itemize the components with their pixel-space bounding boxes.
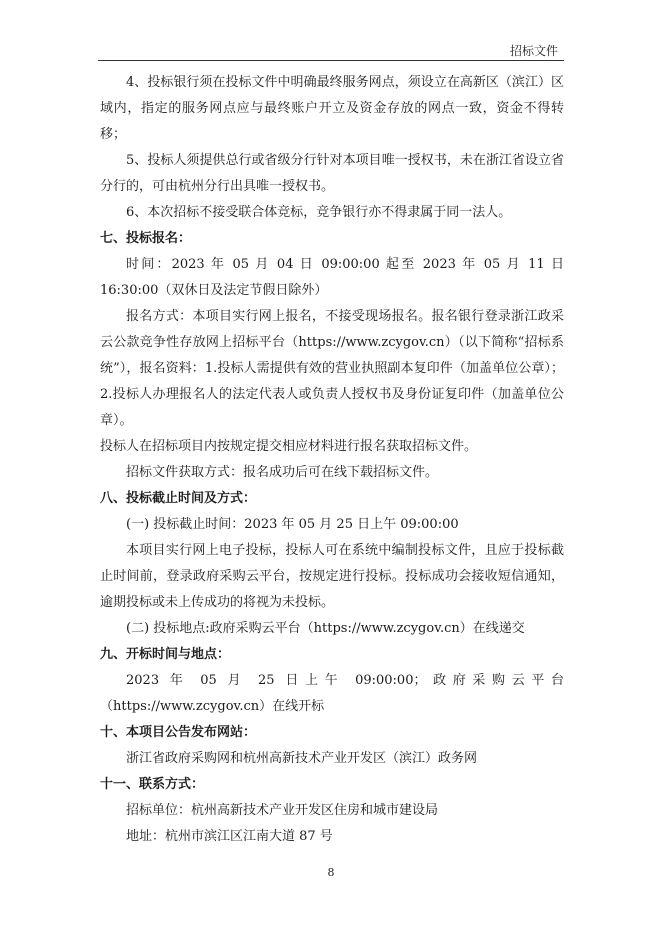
online-bidding-description: 本项目实行网上电子投标，投标人可在系统中编制投标文件，且应于投标截止时间前，登录政府采购云平台，按规定进行投标。投标成功会接收短信通知，逾期投标或未上传成功的将视为未投标。 bbox=[100, 543, 564, 610]
registration-method: 报名方式：本项目实行网上报名，不接受现场报名。报名银行登录浙江政采云公款竞争性存放网上招标平台（https://www.zcygov.cn）（以下简称“招标系统”），报名资料：1.投标人需提供有效的营业执照副本复印件（加盖单位公章）；2.投标人办理报名人的法定代表人或负责人授权书及身份证复印件（加盖单位公章）。 bbox=[100, 309, 564, 428]
bid-location: (二) 投标地点:政府采购云平台（https://www.zcygov.cn）在线递交 bbox=[126, 621, 525, 636]
bid-deadline: (一) 投标截止时间：2023 年 05 月 25 日上午 09:00:00 bbox=[126, 517, 459, 532]
header-divider bbox=[98, 60, 564, 61]
registration-time: 时间：2023 年 05 月 04 日 09:00:00 起至 2023 年 05 月 11 日 16:30:00（双休日及法定节假日除外） bbox=[100, 257, 564, 298]
section-heading-registration: 七、投标报名： bbox=[100, 231, 192, 246]
clause-6-no-consortium: 6、本次招标不接受联合体竞标，竞争银行亦不得隶属于同一法人。 bbox=[126, 205, 512, 220]
clause-5-authorization: 5、投标人须提供总行或省级分行针对本项目唯一授权书，未在浙江省设立省分行的，可由杭州分行出具唯一授权书。 bbox=[100, 153, 564, 194]
section-heading-contact: 十一、联系方式： bbox=[100, 777, 205, 792]
page-number: 8 bbox=[327, 866, 335, 879]
section-heading-deadline: 八、投标截止时间及方式： bbox=[100, 491, 257, 506]
clause-4-service-outlet: 4、投标银行须在投标文件中明确最终服务网点，须设立在高新区（滨江）区域内，指定的服务网点应与最终账户开立及资金存放的网点一致，资金不得转移； bbox=[100, 75, 564, 142]
opening-time-place: 2023 年 05 月 25 日上午 09:00:00；政府采购云平台（https://www.zcygov.cn）在线开标 bbox=[100, 673, 564, 714]
announcement-websites: 浙江省政府采购网和杭州高新技术产业开发区（滨江）政务网 bbox=[126, 751, 478, 766]
section-heading-opening: 九、开标时间与地点： bbox=[100, 647, 231, 662]
document-acquisition: 招标文件获取方式：报名成功后可在线下载招标文件。 bbox=[126, 465, 439, 480]
registration-note: 投标人在招标项目内按规定提交相应材料进行报名获取招标文件。 bbox=[100, 439, 478, 454]
section-heading-announcement: 十、本项目公告发布网站： bbox=[100, 725, 257, 740]
contact-address: 地址：杭州市滨江区江南大道 87 号 bbox=[126, 829, 333, 844]
document-body bbox=[100, 70, 564, 850]
document-header-title: 招标文件 bbox=[509, 44, 558, 58]
contact-organization: 招标单位：杭州高新技术产业开发区住房和城市建设局 bbox=[126, 803, 439, 818]
